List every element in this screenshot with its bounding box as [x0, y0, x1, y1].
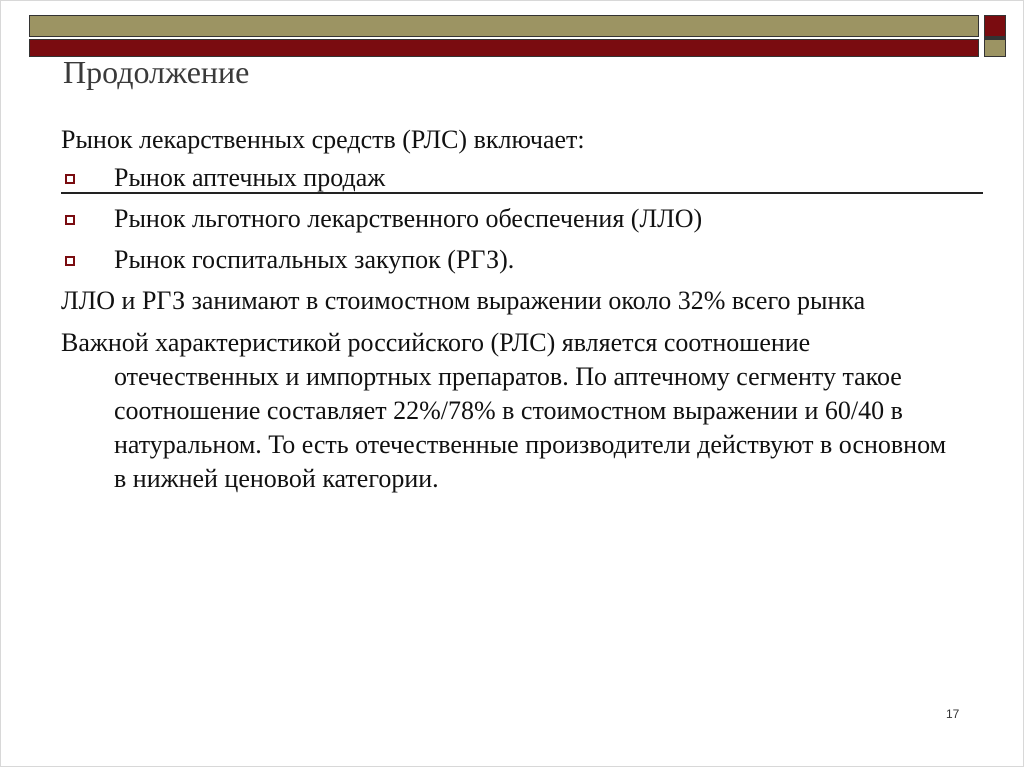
slide-body	[61, 123, 961, 496]
page-number: 17	[946, 707, 960, 721]
corner-square-olive	[984, 39, 1006, 57]
bullet-text: Рынок госпитальных закупок (РГЗ).	[114, 245, 515, 274]
corner-square-maroon	[984, 15, 1006, 37]
header-bar-olive	[29, 15, 979, 37]
bullet-text: Рынок аптечных продаж	[114, 163, 386, 192]
bullet-text: Рынок льготного лекарственного обеспечения (ЛЛО)	[114, 204, 703, 233]
hollow-square-bullet-icon	[65, 215, 75, 225]
hollow-square-bullet-icon	[65, 174, 75, 184]
bullet-item	[61, 161, 961, 195]
share-paragraph: ЛЛО и РГЗ занимают в стоимостном выражении около 32% всего рынка	[61, 286, 866, 315]
ratio-paragraph: Важной характеристикой российского (РЛС) является соотношение отечественных и импортных препаратов. По аптечному сегменту такое соотношение составляет 22%/78% в стоимостном выражении и 60/40 в натуральном. То есть отечественные производители действуют в основном в нижней ценовой категории.	[61, 328, 947, 493]
intro-text: Рынок лекарственных средств (РЛС) включает:	[61, 125, 585, 154]
slide-title: Продолжение	[63, 54, 250, 90]
bullet-item	[61, 202, 961, 236]
hollow-square-bullet-icon	[65, 256, 75, 266]
bullet-item	[61, 243, 961, 277]
